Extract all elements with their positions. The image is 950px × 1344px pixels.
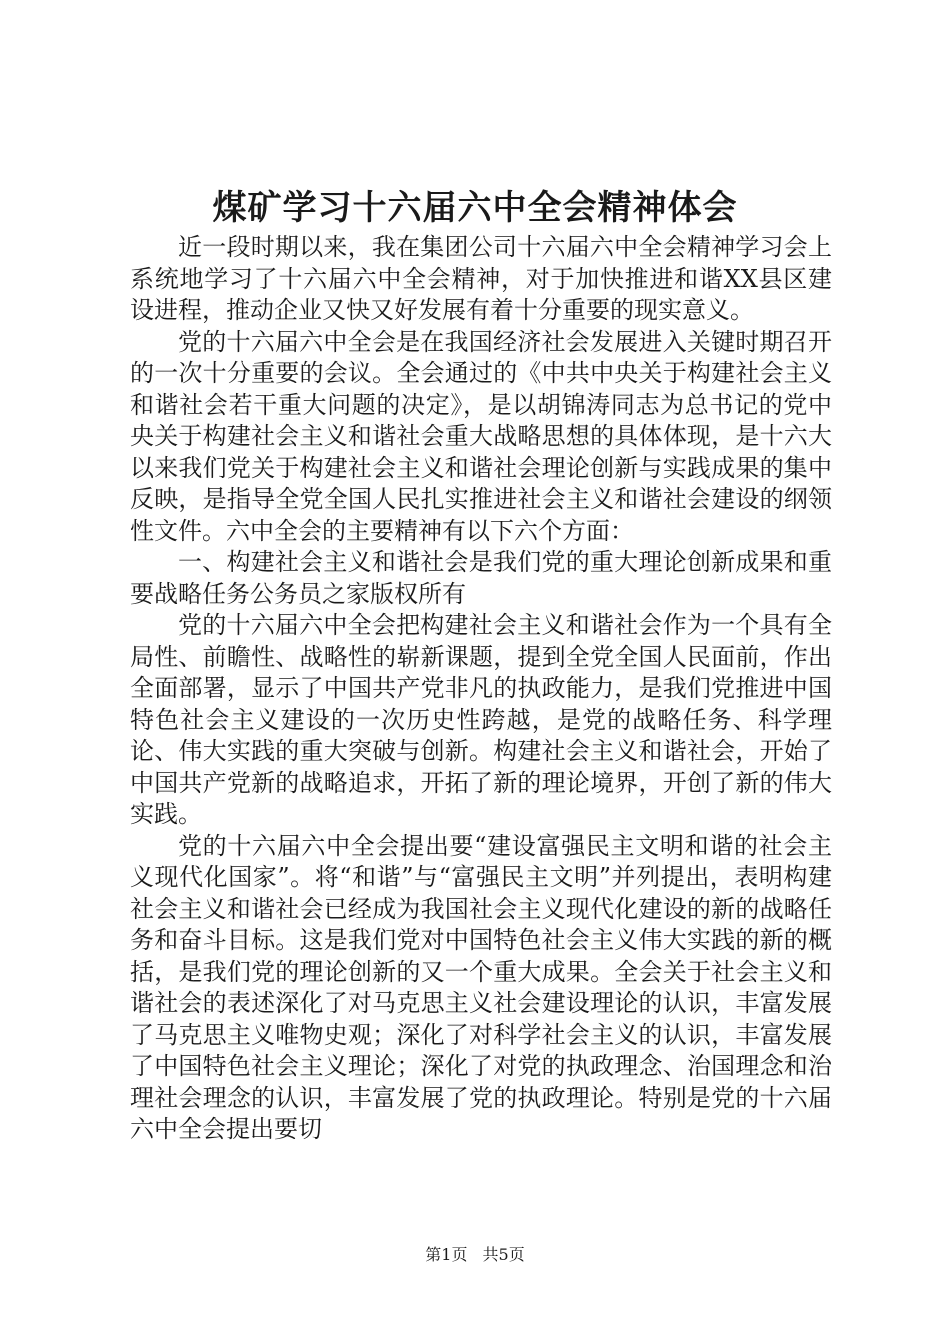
page-total: 共5页 (482, 1245, 525, 1264)
paragraph-intro: 近一段时期以来，我在集团公司十六届六中全会精神学习会上系统地学习了十六届六中全会精神，对于加快推进和谐XX县区建设进程，推动企业又快又好发展有着十分重要的现实意义。 (130, 233, 832, 324)
document-body (130, 232, 832, 1146)
paragraph-plenum-overview: 党的十六届六中全会是在我国经济社会发展进入关键时期召开的一次十分重要的会议。全会通过的《中共中央关于构建社会主义和谐社会若干重大问题的决定》，是以胡锦涛同志为总书记的党中央关于构建社会主义和谐社会重大战略思想的具体体现，是十六大以来我们党关于构建社会主义和谐社会理论创新与实践成果的集中反映，是指导全党全国人民扎实推进社会主义和谐社会建设的纲领性文件。六中全会的主要精神有以下六个方面： (130, 327, 832, 545)
paragraph-theory-innovation: 党的十六届六中全会提出要“建设富强民主文明和谐的社会主义现代化国家”。将“和谐”与“富强民主文明”并列提出，表明构建社会主义和谐社会已经成为我国社会主义现代化建设的新的战略任务和奋斗目标。这是我们党对中国特色社会主义伟大实践的新的概括，是我们党的理论创新的又一个重大成果。全会关于社会主义和谐社会的表述深化了对马克思主义社会建设理论的认识，丰富发展了马克思主义唯物史观；深化了对科学社会主义的认识，丰富发展了中国特色社会主义理论；深化了对党的执政理念、治国理念和治理社会理念的认识，丰富发展了党的执政理论。特别是党的十六届六中全会提出要切 (130, 831, 832, 1143)
page-number: 第1页 (425, 1245, 468, 1264)
document-title: 煤矿学习十六届六中全会精神体会 (212, 188, 738, 228)
page-footer (0, 1244, 950, 1266)
section-heading-one: 一、构建社会主义和谐社会是我们党的重大理论创新成果和重要战略任务公务员之家版权所有 (130, 548, 832, 608)
paragraph-strategic-task: 党的十六届六中全会把构建社会主义和谐社会作为一个具有全局性、前瞻性、战略性的崭新课题，提到全党全国人民面前，作出全面部署，显示了中国共产党非凡的执政能力，是我们党推进中国特色社会主义建设的一次历史性跨越，是党的战略任务、科学理论、伟大实践的重大突破与创新。构建社会主义和谐社会，开始了中国共产党新的战略追求，开拓了新的理论境界，开创了新的伟大实践。 (130, 611, 832, 828)
